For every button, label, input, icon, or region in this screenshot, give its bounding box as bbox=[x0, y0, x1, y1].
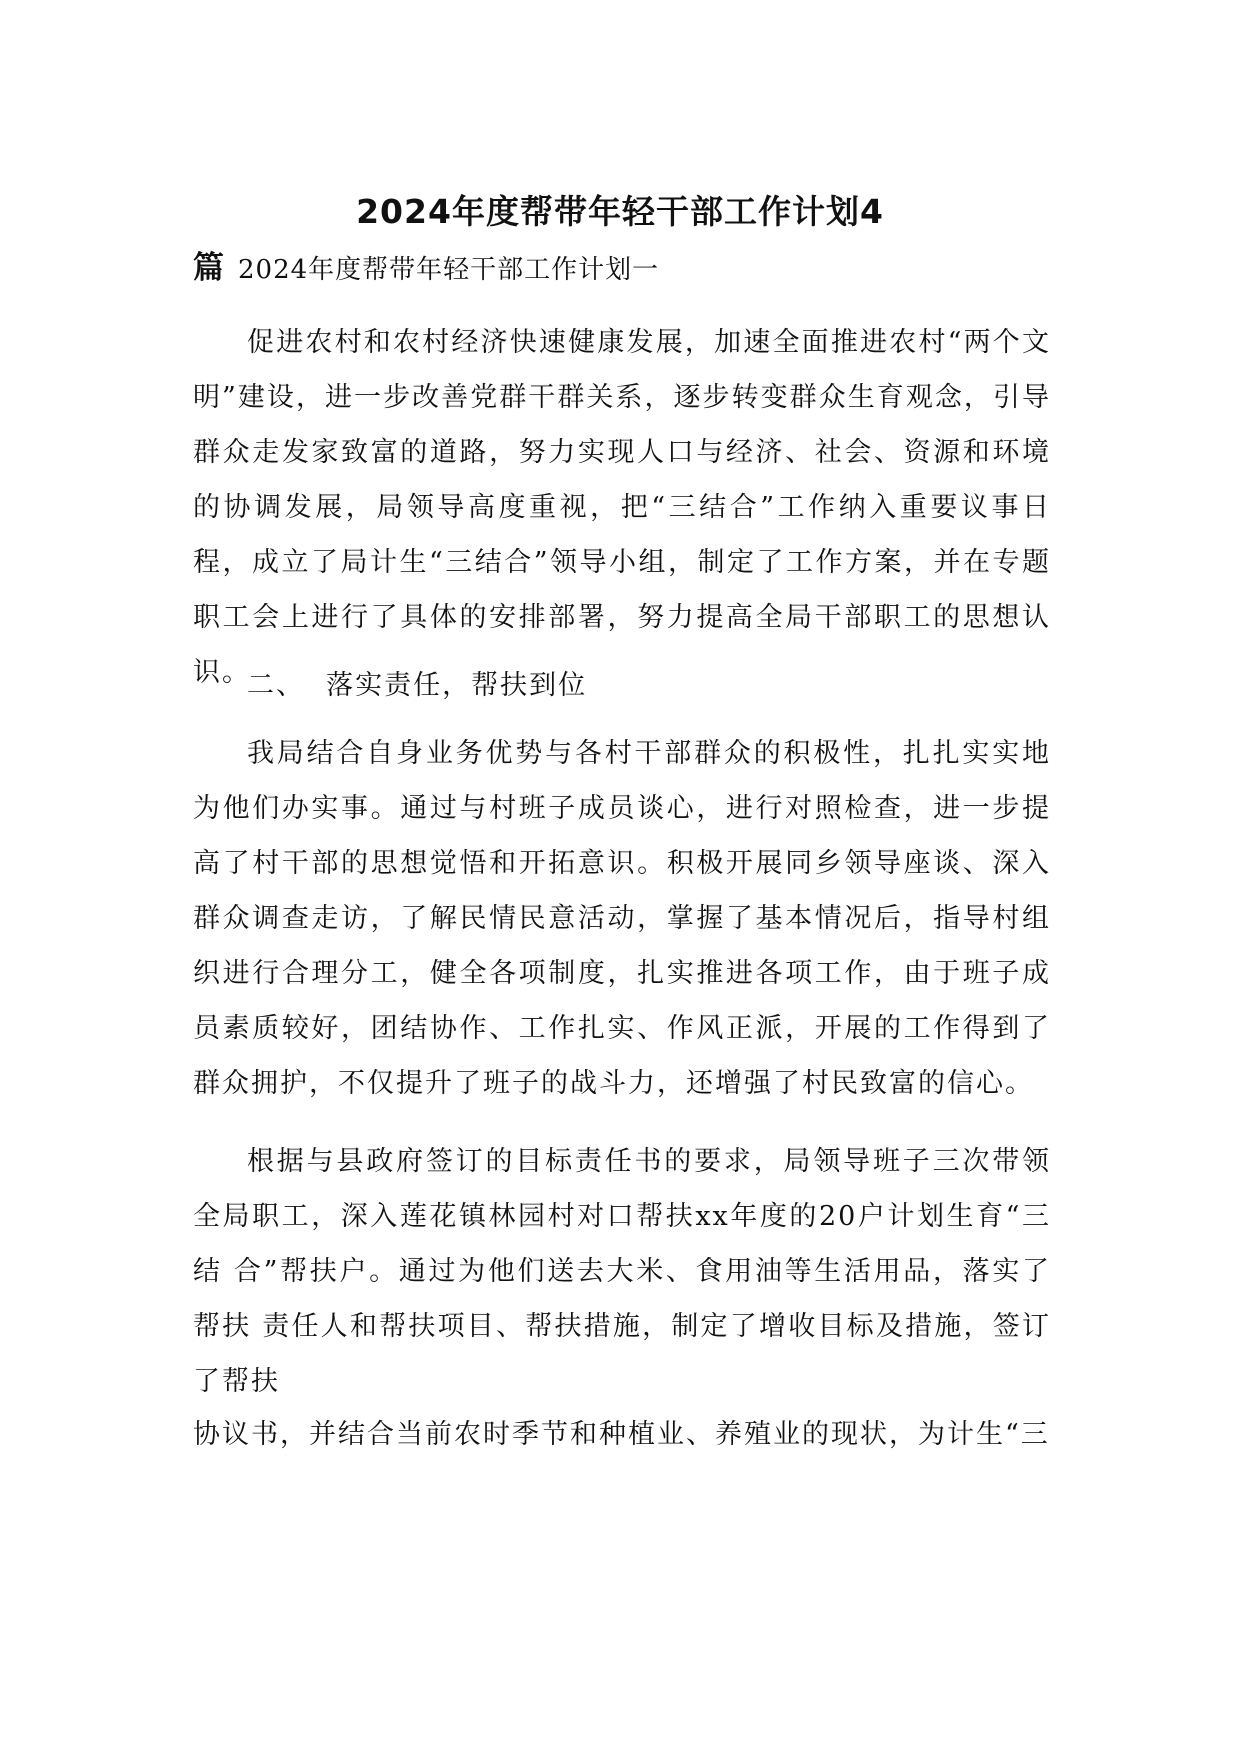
document-title: 2024年度帮带年轻干部工作计划4 bbox=[356, 192, 884, 231]
subtitle-text: 2024年度帮带年轻干部工作计划一 bbox=[238, 255, 660, 285]
paragraph-agreement: 协议书，并结合当前农时季节和种植业、养殖业的现状，为计生“三 bbox=[193, 1419, 1050, 1450]
paragraph-targets: 根据与县政府签订的目标责任书的要求，局领导班子三次带领全局职工，深入莲花镇林园村对口帮扶xx年度的20户计划生育“三结 合”帮扶户。通过为他们送去大米、食用油等生活用品，落实了帮扶 责任人和帮扶项目、帮扶措施，制定了增收目标及措施，签订了帮扶 bbox=[193, 1146, 1051, 1397]
section-heading-2: 二、 落实责任，帮扶到位 bbox=[247, 670, 588, 701]
subtitle-line bbox=[193, 244, 659, 297]
paragraph-responsibility: 我局结合自身业务优势与各村干部群众的积极性，扎扎实实地为他们办实事。通过与村班子成员谈心，进行对照检查，进一步提高了村干部的思想觉悟和开拓意识。积极开展同乡领导座谈、深入群众调查走访，了解民情民意活动，掌握了基本情况后，指导村组织进行合理分工，健全各项制度，扎实推进各项工作，由于班子成员素质较好，团结协作、工作扎实、作风正派，开展的工作得到了群众拥护，不仅提升了班子的战斗力，还增强了村民致富的信心。 bbox=[193, 738, 1051, 1099]
subtitle-prefix: 篇 bbox=[193, 250, 224, 286]
paragraph-intro: 促进农村和农村经济快速健康发展，加速全面推进农村“两个文明”建设，进一步改善党群干群关系，逐步转变群众生育观念，引导群众走发家致富的道路，努力实现人口与经济、社会、资源和环境的协调发展，局领导高度重视，把“三结合”工作纳入重要议事日程，成立了局计生“三结合”领导小组，制定了工作方案，并在专题职工会上进行了具体的安排部署，努力提高全局干部职工的思想认识。 bbox=[193, 327, 1051, 688]
